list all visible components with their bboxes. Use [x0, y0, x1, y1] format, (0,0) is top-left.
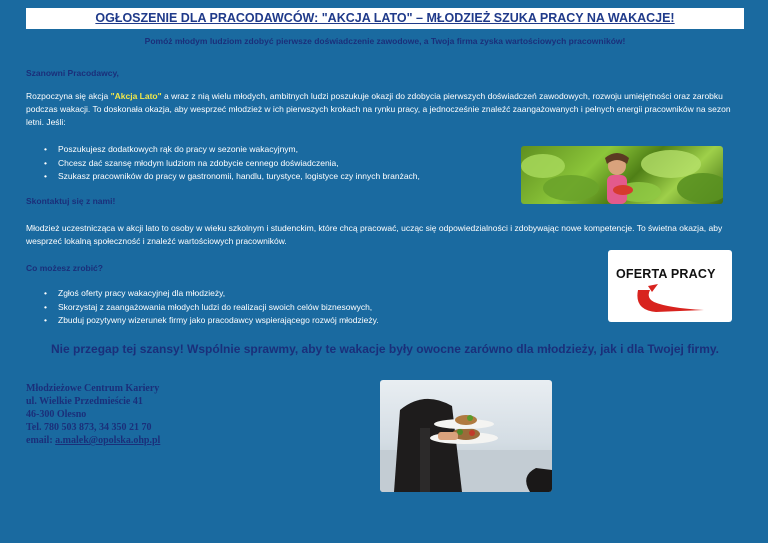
- intro-text-after: a wraz z nią wielu młodych, ambitnych ludzi poszukuje okazji do zdobycia pierwszych doświadczeń zawodowych, rozwoju umiejętności oraz zarobku podczas wakacji. To doskonała okazja, aby wesprzeć młodzież w ich pierwszych krokach na rynku pracy, a jednocześnie znaleźć zaangażowanych i pełnych energii pracowników na sezon letni. Jeśli:: [26, 91, 731, 127]
- plants-illustration: [521, 146, 723, 204]
- akcja-lato-highlight: "Akcja Lato": [110, 91, 162, 101]
- list-item: • Poszukujesz dodatkowych rąk do pracy w sezonie wakacyjnym,: [44, 143, 420, 157]
- organization-name: Młodzieżowe Centrum Kariery: [26, 383, 160, 394]
- list-item: • Zgłoś oferty pracy wakacyjnej dla młodzieży,: [44, 287, 379, 301]
- employer-needs-list: [44, 143, 420, 184]
- job-offer-text: OFERTA PRACY: [616, 267, 716, 281]
- greeting: Szanowni Pracodawcy,: [26, 68, 119, 78]
- list-item: • Szukasz pracowników do pracy w gastronomii, handlu, turystyce, logistyce czy innych branżach,: [44, 170, 420, 184]
- list-item: • Skorzystaj z zaangażowania młodych ludzi do realizacji swoich celów biznesowych,: [44, 301, 379, 315]
- contact-us-heading: Skontaktuj się z nami!: [26, 196, 116, 206]
- plants-photo: [521, 146, 723, 204]
- red-swoosh-icon: [608, 250, 732, 322]
- waiter-illustration: [380, 380, 552, 492]
- list-item: • Zbuduj pozytywny wizerunek firmy jako pracodawcy wspierającego rozwój młodzieży.: [44, 314, 379, 328]
- what-can-you-do-heading: Co możesz zrobić?: [26, 263, 103, 273]
- email-label: email:: [26, 435, 56, 446]
- contact-block: [26, 382, 160, 447]
- street-address: ul. Wielkie Przedmieście 41: [26, 396, 143, 407]
- page-title: OGŁOSZENIE DLA PRACODAWCÓW: "AKCJA LATO" – MŁODZIEŻ SZUKA PRACY NA WAKACJE!: [95, 11, 675, 25]
- city-address: 46-300 Olesno: [26, 409, 87, 420]
- actions-list: [44, 287, 379, 328]
- email-line: [26, 434, 160, 447]
- list-item: • Chcesz dać szansę młodym ludziom na zdobycie cennego doświadczenia,: [44, 157, 420, 171]
- subtitle: Pomóż młodym ludziom zdobyć pierwsze doświadczenie zawodowe, a Twoja firma zyska wartościowych pracowników!: [144, 36, 626, 46]
- title-banner: [26, 8, 744, 29]
- job-offer-image: [608, 250, 732, 322]
- youth-description-paragraph: Młodzież uczestnicząca w akcji lato to osoby w wieku szkolnym i studenckim, które chcą pracować, ucząc się odpowiedzialności i zdobywając nowe kompetencje. To świetna okazja, aby wesprzeć lokalną społeczność i znaleźć wartościowych pracowników.: [26, 223, 723, 246]
- phone-numbers: Tel. 780 503 873, 34 350 21 70: [26, 422, 152, 433]
- waiter-photo: [380, 380, 552, 492]
- email-link[interactable]: a.malek@opolska.ohp.pl: [55, 435, 161, 446]
- intro-paragraph: [26, 90, 742, 129]
- intro-text-before: Rozpoczyna się akcja: [26, 91, 111, 101]
- call-to-action: Nie przegap tej szansy! Wspólnie sprawmy, aby te wakacje były owocne zarówno dla młodzieży, jak i dla Twojej firmy.: [51, 342, 719, 356]
